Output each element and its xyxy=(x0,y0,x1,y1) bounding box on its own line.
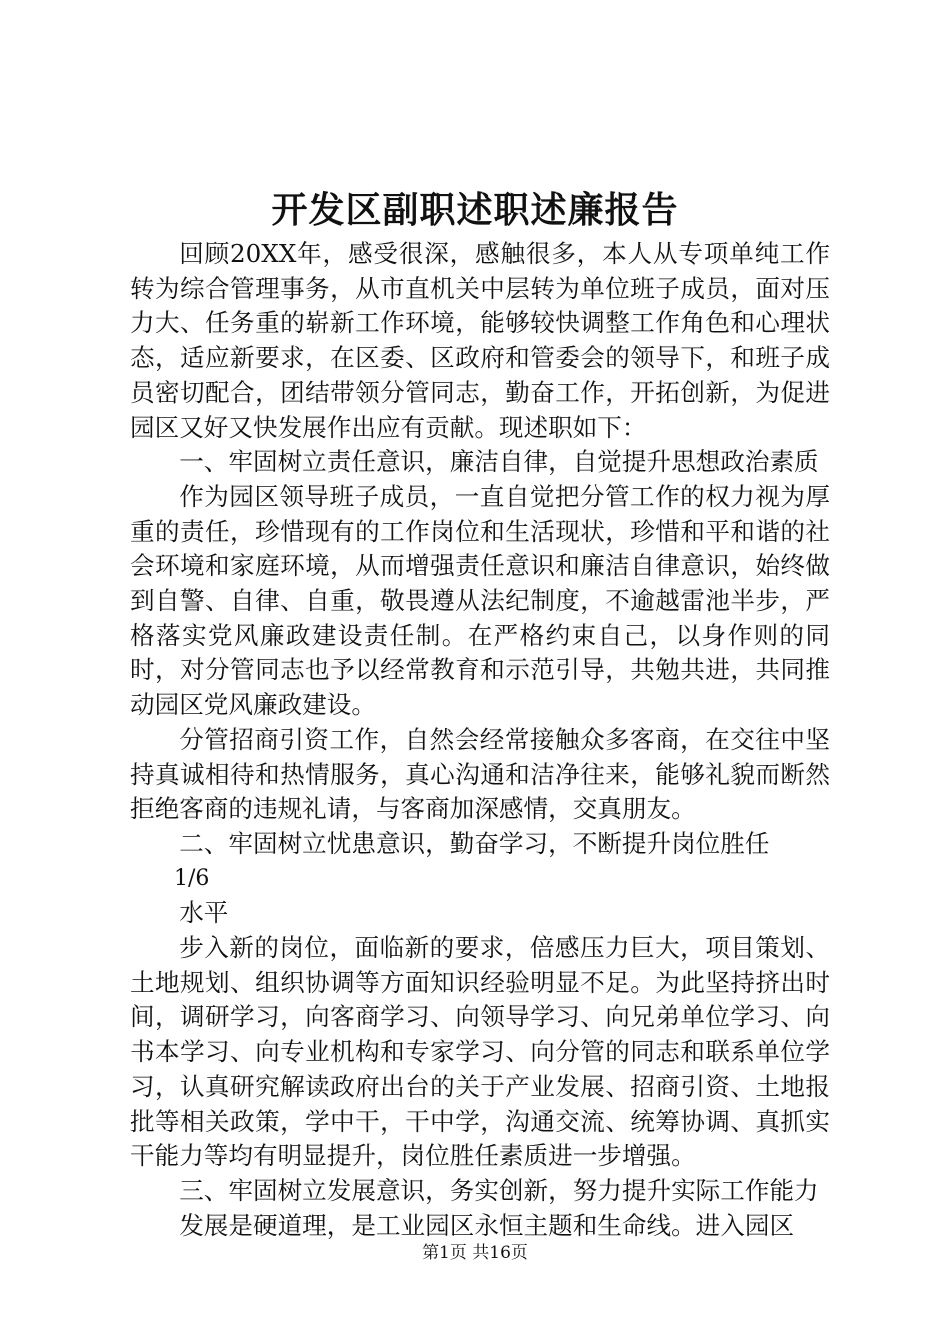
document-body xyxy=(130,237,830,1243)
section-heading-1: 一、牢固树立责任意识，廉洁自律，自觉提升思想政治素质 xyxy=(179,447,819,477)
paragraph-investment: 分管招商引资工作，自然会经常接触众多客商，在交往中坚持真诚相待和热情服务，真心沟通和洁净往来，能够礼貌而断然拒绝客商的违规礼请，与客商加深感情，交真朋友。 xyxy=(130,724,830,824)
page-footer: 第1页 共16页 xyxy=(422,1243,528,1263)
section-heading-3: 三、牢固树立发展意识，务实创新，努力提升实际工作能力 xyxy=(179,1175,819,1205)
section-heading-2: 二、牢固树立忧患意识，勤奋学习，不断提升岗位胜任 xyxy=(179,828,770,858)
document-title: 开发区副职述职述廉报告 xyxy=(271,189,679,231)
paragraph-intro: 回顾20XX年，感受很深，感触很多，本人从专项单纯工作转为综合管理事务，从市直机关中层转为单位班子成员，面对压力大、任务重的崭新工作环境，能够较快调整工作角色和心理状态，适应新要求，在区委、区政府和管委会的领导下，和班子成员密切配合，团结带领分管同志，勤奋工作，开拓创新，为促进园区又好又快发展作出应有贡献。现述职如下： xyxy=(130,239,830,442)
section-heading-2-continued: 水平 xyxy=(179,898,229,928)
paragraph-development: 发展是硬道理，是工业园区永恒主题和生命线。进入园区 xyxy=(179,1210,795,1240)
page-marker: 1/6 xyxy=(174,865,210,891)
paragraph-responsibility: 作为园区领导班子成员，一直自觉把分管工作的权力视为厚重的责任，珍惜现有的工作岗位和生活现状，珍惜和平和谐的社会环境和家庭环境，从而增强责任意识和廉洁自律意识，始终做到自警、自律、自重，敬畏遵从法纪制度，不逾越雷池半步，严格落实党风廉政建设责任制。在严格约束自己，以身作则的同时，对分管同志也予以经常教育和示范引导，共勉共进，共同推动园区党风廉政建设。 xyxy=(130,481,830,720)
paragraph-learning: 步入新的岗位，面临新的要求，倍感压力巨大，项目策划、土地规划、组织协调等方面知识经验明显不足。为此坚持挤出时间，调研学习，向客商学习、向领导学习、向兄弟单位学习、向书本学习、向专业机构和专家学习、向分管的同志和联系单位学习，认真研究解读政府出台的关于产业发展、招商引资、土地报批等相关政策，学中干，干中学，沟通交流、统筹协调、真抓实干能力等均有明显提升，岗位胜任素质进一步增强。 xyxy=(130,933,830,1171)
